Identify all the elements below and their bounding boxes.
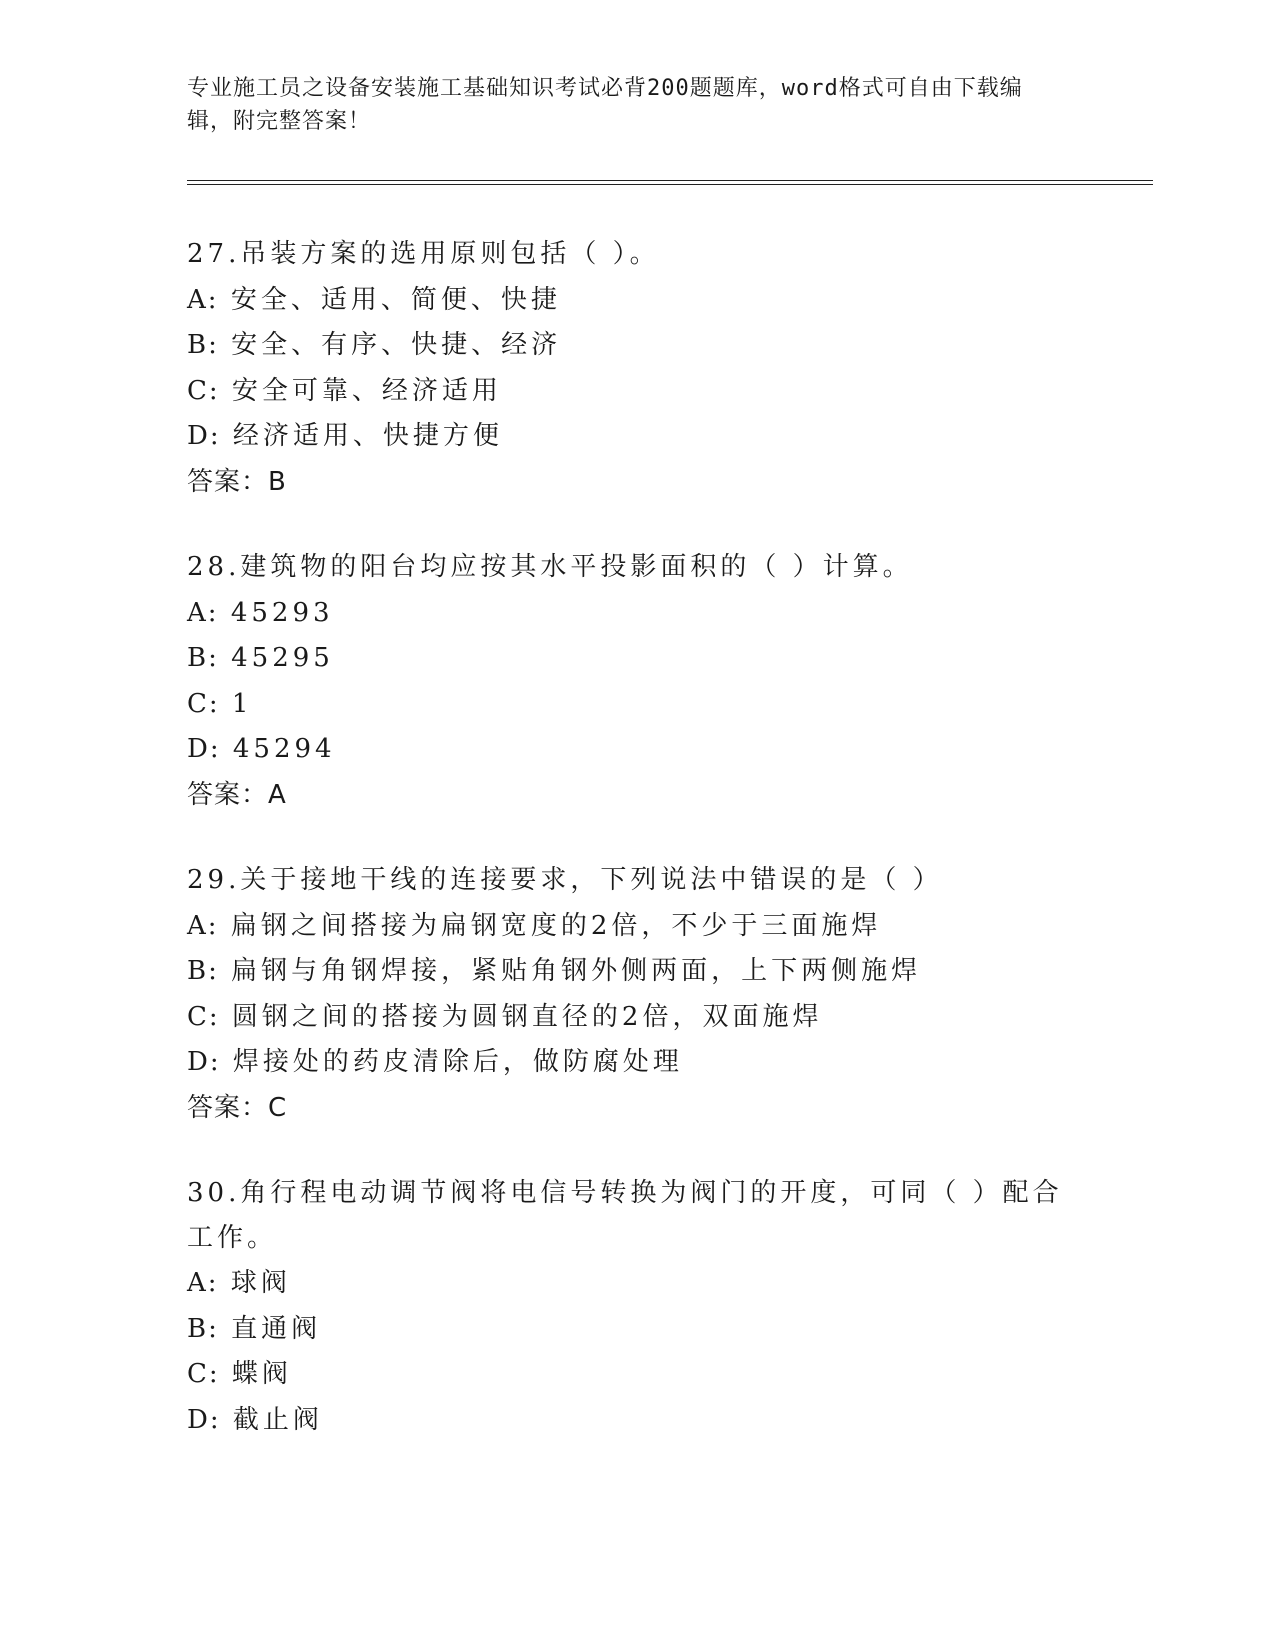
- option-text: 45295: [231, 643, 334, 673]
- option-key: A:: [187, 910, 219, 941]
- question-stem: 30.角行程电动调节阀将电信号转换为阀门的开度，可同（ ）配合工作。: [187, 1178, 1063, 1253]
- option-text: 截止阀: [232, 1404, 323, 1435]
- option-c: [187, 369, 1087, 415]
- option-text: 45293: [230, 597, 334, 628]
- option-text: 扁钢之间搭接为扁钢宽度的2倍，不少于三面施焊: [230, 910, 882, 941]
- question-stem: 28.建筑物的阳台均应按其水平投影面积的（ ）计算。: [187, 552, 913, 582]
- option-key: D:: [187, 1047, 221, 1077]
- header-divider-top: [187, 180, 1153, 181]
- option-text: 扁钢与角钢焊接，紧贴角钢外侧两面，上下两侧施焊: [231, 956, 922, 986]
- option-key: C:: [187, 1359, 220, 1389]
- option-b: [187, 1307, 1087, 1353]
- header-divider-bottom: [187, 184, 1153, 185]
- option-key: A:: [187, 284, 219, 315]
- option-text: 安全、有序、快捷、经济: [231, 330, 562, 360]
- option-c: [187, 1352, 1087, 1398]
- option-a: [187, 591, 1087, 637]
- option-key: A:: [187, 1268, 219, 1298]
- option-key: D:: [187, 421, 221, 451]
- option-b: [187, 636, 1087, 682]
- question-28: [187, 545, 1087, 818]
- option-key: C:: [187, 688, 220, 719]
- option-text: 1: [231, 688, 253, 719]
- option-text: 圆钢之间的搭接为圆钢直径的2倍，双面施焊: [231, 1001, 823, 1032]
- option-key: B:: [187, 1313, 219, 1344]
- option-key: C:: [187, 1001, 220, 1032]
- question-27: [187, 232, 1087, 505]
- option-text: 蝶阀: [231, 1359, 292, 1389]
- option-d: [187, 1398, 1087, 1444]
- option-key: C:: [187, 375, 220, 406]
- document-header: 专业施工员之设备安装施工基础知识考试必背200题题库，word格式可自由下载编辑，附完整答案！: [187, 76, 1023, 134]
- option-d: [187, 414, 1087, 460]
- option-key: D:: [187, 1404, 221, 1435]
- answer-label: 答案：B: [187, 466, 287, 497]
- option-a: [187, 1261, 1087, 1307]
- option-b: [187, 949, 1087, 995]
- option-key: B:: [187, 330, 219, 360]
- answer-label: 答案：A: [187, 779, 287, 810]
- option-text: 经济适用、快捷方便: [232, 421, 503, 451]
- question-29: [187, 858, 1087, 1131]
- option-key: B:: [187, 643, 219, 673]
- option-a: [187, 278, 1087, 324]
- option-key: D:: [187, 734, 221, 764]
- option-c: [187, 995, 1087, 1041]
- option-text: 直通阀: [231, 1313, 322, 1344]
- option-text: 45294: [232, 734, 336, 764]
- question-stem: 29.关于接地干线的连接要求，下列说法中错误的是（ ）: [187, 865, 943, 895]
- option-d: [187, 727, 1087, 773]
- option-a: [187, 904, 1087, 950]
- option-key: A:: [187, 597, 219, 628]
- question-stem: 27.吊装方案的选用原则包括（ ）。: [187, 239, 660, 269]
- question-30: [187, 1171, 1087, 1443]
- option-c: [187, 682, 1087, 728]
- option-text: 球阀: [230, 1268, 291, 1298]
- option-text: 安全可靠、经济适用: [231, 375, 502, 406]
- option-b: [187, 323, 1087, 369]
- option-d: [187, 1040, 1087, 1086]
- option-text: 焊接处的药皮清除后，做防腐处理: [232, 1047, 683, 1077]
- question-list: [187, 232, 1087, 1483]
- option-key: B:: [187, 956, 219, 986]
- answer-label: 答案：C: [187, 1092, 288, 1123]
- option-text: 安全、适用、简便、快捷: [230, 284, 561, 315]
